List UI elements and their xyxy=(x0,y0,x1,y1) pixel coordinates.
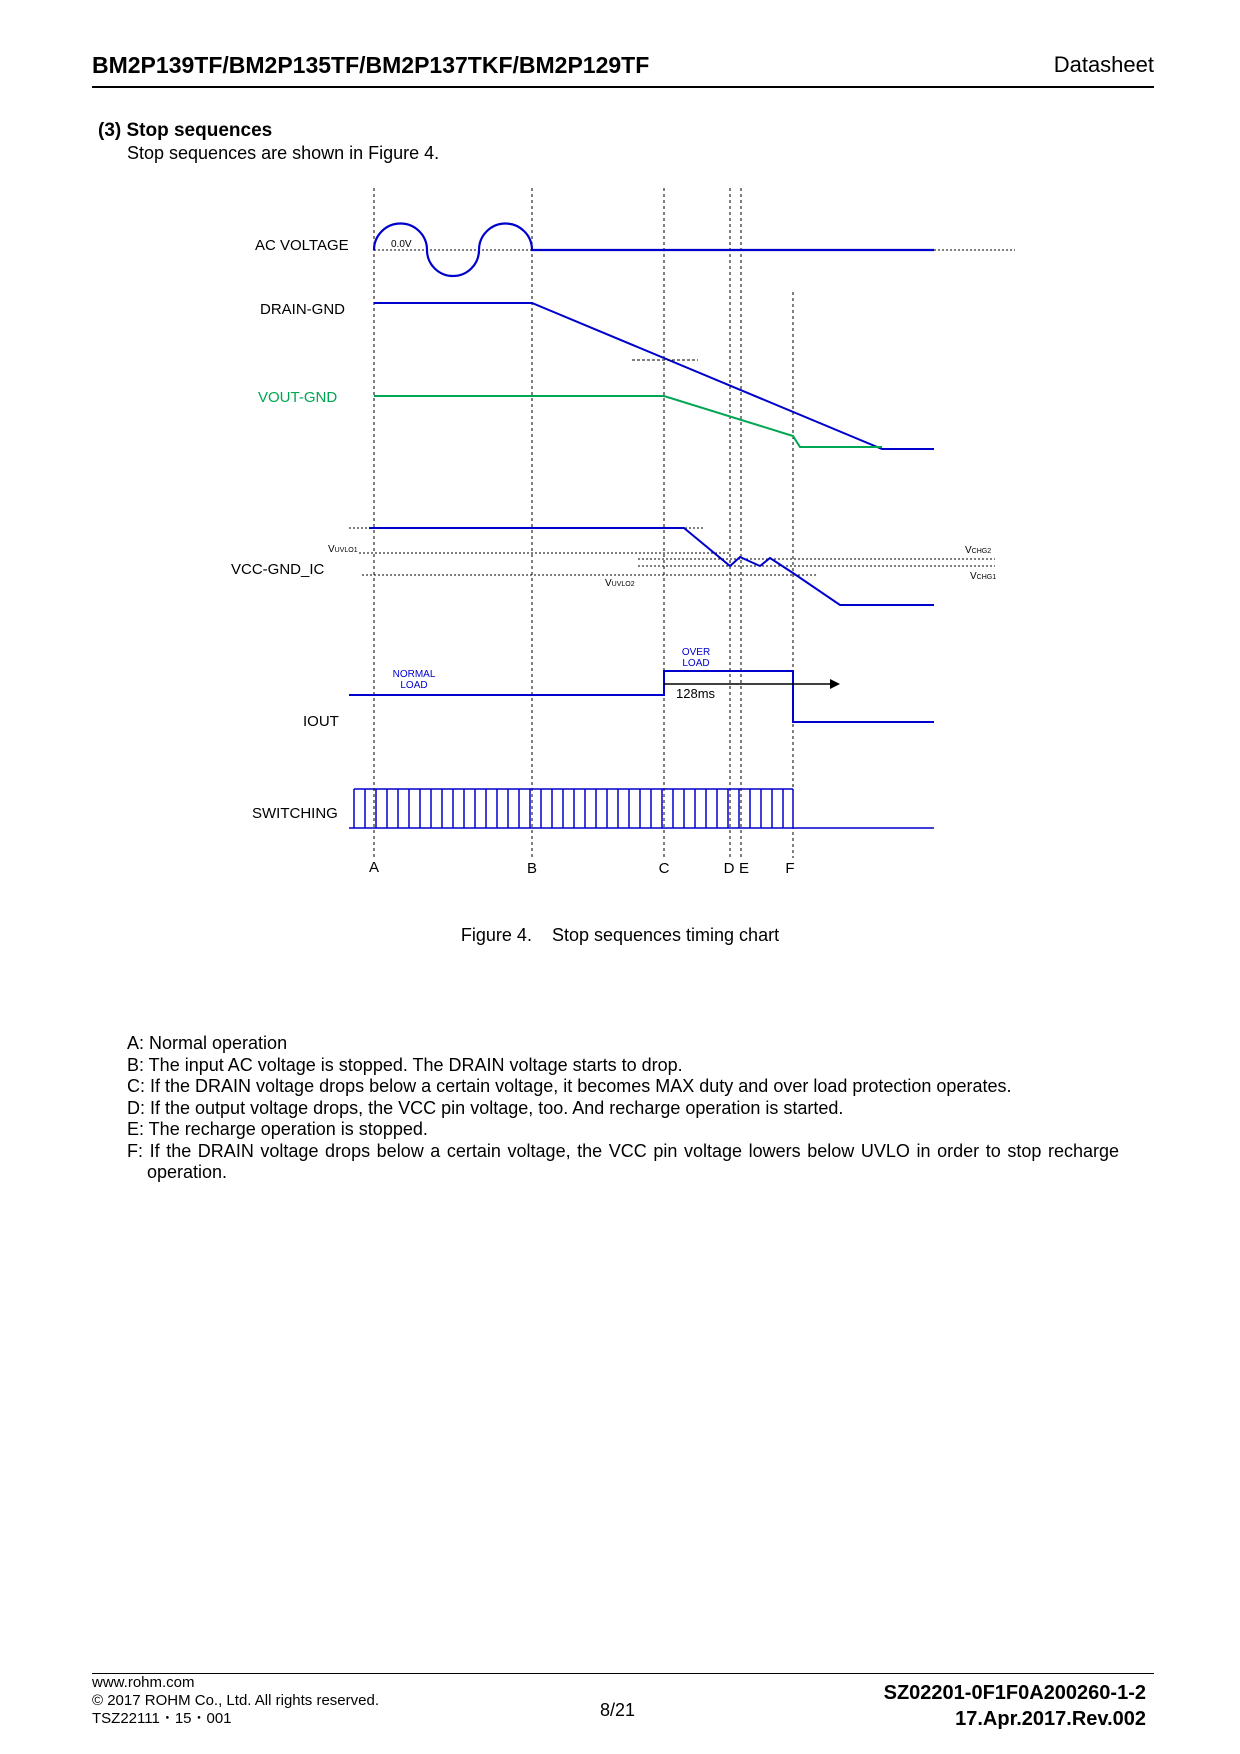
switching-label: SWITCHING xyxy=(252,805,338,822)
marker-label-d: D xyxy=(723,860,735,877)
page-number: 8/21 xyxy=(600,1700,636,1720)
iout-trace xyxy=(349,671,934,722)
normal-load-line1: NORMAL xyxy=(392,669,436,680)
vout-gnd-label: VOUT-GND xyxy=(258,389,338,406)
description-d: D: If the output voltage drops, the VCC pin voltage, too. And recharge operation is started. xyxy=(127,1097,844,1118)
chg2-label: VCHG2 xyxy=(965,545,992,556)
description-a: A: Normal operation xyxy=(127,1033,288,1053)
marker-label-c: C xyxy=(658,860,670,877)
footer-website: www.rohm.com xyxy=(92,1674,195,1691)
description-f: F: If the DRAIN voltage drops below a certain voltage, the VCC pin voltage lowers below UVLO in order to stop recharge operation. xyxy=(127,1140,1119,1182)
iout-label: IOUT xyxy=(303,713,339,730)
switching-trace xyxy=(349,789,934,828)
vout-gnd-trace xyxy=(374,396,882,447)
section-heading: (3) Stop sequences xyxy=(98,120,273,141)
normal-load-line2: LOAD xyxy=(400,680,428,691)
description-b: B: The input AC voltage is stopped. The DRAIN voltage starts to drop. xyxy=(127,1054,683,1075)
figure-caption: Figure 4. Stop sequences timing chart xyxy=(460,925,780,945)
document-number: SZ02201-0F1F0A200260-1-2 xyxy=(883,1682,1146,1704)
footer-copyright: © 2017 ROHM Co., Ltd. All rights reserved. xyxy=(92,1692,379,1709)
footer-left xyxy=(92,1674,379,1728)
marker-label-a: A xyxy=(368,859,380,876)
zero-volt-label: 0.0V xyxy=(391,239,412,250)
duration-label: 128ms xyxy=(676,686,716,701)
ac-voltage-label: AC VOLTAGE xyxy=(255,237,349,254)
description-e: E: The recharge operation is stopped. xyxy=(127,1119,428,1139)
document-title: BM2P139TF/BM2P135TF/BM2P137TKF/BM2P129TF xyxy=(92,52,650,78)
description-c: C: If the DRAIN voltage drops below a certain voltage, it becomes MAX duty and over load protection operates. xyxy=(127,1076,1012,1096)
drain-gnd-trace xyxy=(374,303,934,449)
uvlo2-label: VUVLO2 xyxy=(605,578,635,589)
uvlo1-label: VUVLO1 xyxy=(328,544,358,555)
over-load-line2: LOAD xyxy=(682,658,710,669)
vcc-gnd-ic-label: VCC-GND_IC xyxy=(231,561,325,578)
footer-right xyxy=(884,1680,1146,1732)
marker-label-b: B xyxy=(526,860,538,877)
drain-gnd-label: DRAIN-GND xyxy=(260,301,345,318)
chg1-label: VCHG1 xyxy=(970,571,997,582)
duration-arrow-head xyxy=(830,679,840,689)
over-load-line1: OVER xyxy=(681,647,711,658)
time-marker-lines xyxy=(374,188,793,858)
marker-label-e: E xyxy=(738,860,750,877)
section-intro: Stop sequences are shown in Figure 4. xyxy=(127,143,440,163)
document-type: Datasheet xyxy=(1053,52,1154,77)
revision-date: 17.Apr.2017.Rev.002 xyxy=(955,1708,1146,1730)
sequence-descriptions xyxy=(127,1033,1119,1184)
footer-code: TSZ22111・15・001 xyxy=(92,1710,232,1727)
marker-label-f: F xyxy=(785,860,795,877)
